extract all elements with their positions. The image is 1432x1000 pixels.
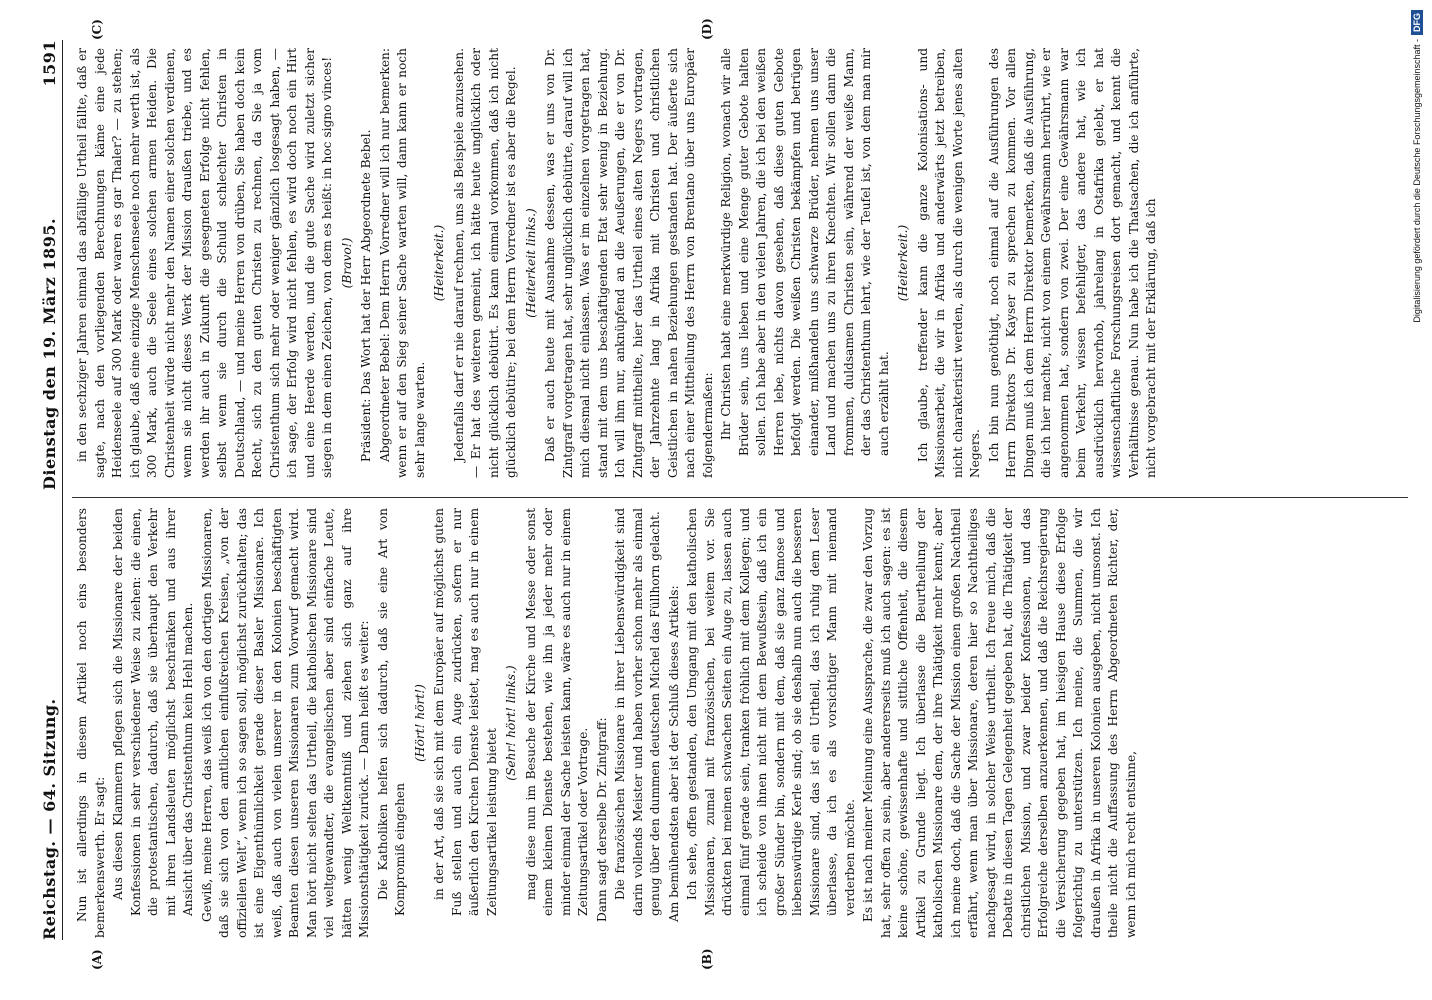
- speaker-paragraph: Abgeordneter Bebel: Dem Herrn Vorredner will ich nur bemerken: wenn er auf den Sieg seiner Sache warten will, dann kann er noch sehr lange warten.: [377, 48, 427, 478]
- margin-marker-d: (D): [700, 18, 714, 40]
- digitization-text: Digitalisierung gefördert durch die Deutsche Forschungsgemeinschaft -: [1412, 39, 1422, 323]
- paragraph: Jedenfalls darf er nie darauf rechnen, uns als Beispiele anzusehen. — Er hat des weiteren gemeint, ich hätte heute unglücklich oder nicht glücklich debütirt. Es kann einmal vorkommen, daß ich nicht glücklich debütire; bei dem Herrn Vorredner ist es aber die Regel.: [451, 48, 518, 478]
- quote-paragraph: mag diese nun im Besuche der Kirche und Messe oder sonst einem kleinen Dienste bestehen, wie ihn ja jeder mehr oder minder einmal der Sache leisten kann, wäre es auch nur in einem Zeitungsartikel oder Vortrage.: [523, 508, 590, 916]
- interjection: (Hört! hört!): [412, 684, 427, 762]
- paragraph: Nun ist allerdings in diesem Artikel noch eins besonders bemerkenswerth. Er sagt:: [75, 508, 107, 938]
- paragraph: Gewiß, meine Herren, das weiß ich von den dortigen Missionaren, daß sie sich von den amtlichen einflußreichen Kreisen, „von der offiziellen Welt“, wenn ich so sagen soll, möglichst zurückhalten; das ist eine Eigenthümlichkeit gerade dieser Basler Missionare. Ich weiß, daß auch von vielen unserer in den Kolonien beschäftigten Beamten diesen unseren Missionaren zum Vorwurf gemacht wird. Man hört nicht selten das Urtheil, die katholischen Missionare sind viel weltgewandter, die evangelischen aber sind einfache Leute, hätten wenig Weltkenntniß und ziehen sich ganz auf ihre Missionsthätigkeit zurück. — Dann heißt es weiter:: [199, 508, 371, 938]
- right-column: [74, 48, 1408, 478]
- left-column: [74, 508, 1408, 938]
- paragraph: Ich bin nun genöthigt, noch einmal auf die Ausführungen des Herrn Direktors Dr. Kayser zu sprechen zu kommen. Vor allen Dingen muß ich dem Herrn Direktor bemerken, daß die Ausführung, die ich hier machte, nicht von einem Gewährsmann herrührt, wie er angenommen hat, sondern von zwei. Der eine Gewährsmann war beim Verkehr, wissen befehligter, das andere hat, wie ich ausdrücklich hervorhob, jahrelang in Ostafrika gelebt, er hat wissenschaftliche Forschungsreisen dort gemacht, und kennt die Verhältnisse genau. Nun habe ich die Thatsachen, die ich anführte, nicht vorgebracht mit der Erklärung, daß ich: [986, 48, 1158, 478]
- page-header: [40, 40, 63, 940]
- digitization-notice: [1408, 10, 1426, 990]
- interjection: (Sehr! hört! links.): [504, 665, 518, 781]
- paragraph: Am bemühendsten aber ist der Schluß dieses Artikels:: [666, 585, 681, 922]
- paragraph: Daß er auch heute mit Ausnahme dessen, was er uns von Dr. Zintgraff vorgetragen hat, sehr unglücklich debütirte, darauf will ich mich diesmal nicht einlassen. Was er im einzelnen vorgetragen hat, stand mit dem uns beschäftigenden Etat sehr wenig in Beziehung. Ich will ihm nur, anknüpfend an die Aeußerungen, die er von Dr. Zintgraff mittheilte, hier das Urtheil eines alten Negers vortragen, der Jahrzehnte lang in Afrika mit Christen und christlichen Geistlichen in nahen Beziehungen gestanden hat. Der äußerte sich nach einer Mittheilung des Herrn von Brentano über uns Europäer folgendermaßen:: [543, 48, 715, 478]
- interjection: (Heiterkeit.): [432, 224, 446, 302]
- interjection: (Bravo!): [339, 237, 354, 289]
- margin-marker-c: (C): [90, 19, 104, 40]
- quote-paragraph: Ich sehe, offen gestanden, den Umgang mit den katholischen Missionaren, zumal mit französischen, bei weitem vor. Sie drückten bei meinen schwachen Seiten ein Auge zu, lassen auch einmal fünf gerade sein, tranken fröhlich mit dem Kollegen; und ich scheide von ihnen nicht mit dem Bewußtsein, daß ich ein großer Sünder bin, sondern mit dem, daß sie ganz famose und liebenswürdige Kerle sind; ob sie deshalb nun auch die besseren Missionare sind, das ist ein Urtheil, das ich ruhig dem Leser überlasse, da ich es als vorsichtiger Mann mit niemand verderben möchte.: [685, 508, 857, 916]
- quote-paragraph: Aus diesen Klammern pflegen sich die Missionare der beiden Konfessionen in sehr verschiedener Weise zu ziehen: die einen, die protestantischen, dadurch, daß sie überhaupt den Verkehr mit ihren Landsleuten möglichst beschränken und aus ihrer Ansicht über das Christenthum kein Hehl machen.: [111, 508, 195, 916]
- dfg-logo: DFG: [1411, 10, 1423, 35]
- page-number: 1591: [40, 40, 59, 87]
- margin-marker-b: (B): [700, 948, 714, 970]
- quote-paragraph: in der Art, daß sie sich mit dem Europäer auf möglichst guten Fuß stellen und auch ein Auge zudrücken, sofern er nur äußerlich den Kirchen Dienste leistet, mag es auch nur in einem Zeitungsartikel leistung bietet: [432, 508, 499, 916]
- paragraph: Ich glaube, treffender kann die ganze Kolonisations- und Missionsarbeit, die wir in Afrika und anderwärts jetzt betreiben, nicht charakterisirt werden, als durch die wenigen Worte jenes alten Negers.: [915, 48, 982, 478]
- interjection: (Heiterkeit links.): [523, 208, 538, 318]
- paragraph: in den sechziger Jahren einmal das abfällige Urtheil fällte, daß er sagte, nach den vorliegenden Berechnungen käme eine jede Heidenseele auf 300 Mark oder waren es gar Thaler? — zu stehen; ich glaube, daß eine einzige Menschenseele noch mehr werth ist, als 300 Mark, auch die Seele eines solchen armen Heiden. Die Christenheit würde nicht mehr den Namen einer solchen verdienen, wenn sie nicht dieses Werk der Mission draußen triebe, und es werden ihr auch in Zukunft die gesegneten Erfolge nicht fehlen, selbst wenn sie durch die Schuld schlechter Christen in Deutschland, — und meine Herren von drüben, Sie haben doch kein Recht, sich zu den guten Christen zu rechnen, da Sie ja vom Christenthum sich mehr oder weniger gänzlich losgesagt haben, — ich sage, der Erfolg wird nicht fehlen, es wird doch noch ein Hirt und eine Heerde werden, und die gute Sache wird zuletzt sicher siegen in dem einen Zeichen, von dem es heißt: in hoc signo vinces!: [75, 48, 334, 478]
- interjection: (Heiterkeit.): [896, 224, 910, 302]
- quote-paragraph: Die französischen Missionare in ihrer Liebenswürdigkeit sind darin vollends Meister und haben vorher schon mehr als einmal genug über den dummen deutschen Michel das Füllhorn gelacht.: [613, 508, 662, 916]
- header-date: Dienstag den 19. März 1895.: [40, 217, 59, 490]
- header-left: Reichstag. — 64. Sitzung.: [40, 698, 59, 940]
- speaker-paragraph: Präsident: Das Wort hat der Herr Abgeordnete Bebel.: [359, 129, 373, 462]
- quote-paragraph: Ihr Christen habt eine merkwürdige Religion, wonach wir alle Brüder sein, uns lieben und eine Menge guter Gebote halten sollen. Ich habe aber in den vielen Jahren, die ich bei den weißen Herren lebe, nichts davon gesehen, daß diese guten Gebote befolgt werden. Die weißen Christen bekämpfen und betrügen einander, mißhandeln uns schwarze Brüder, nehmen uns unser Land und machen uns zu ihren Knechten. Wir sollen dann die frommen, duldsamen Christen sein, während der weiße Mann, der das Christenthum lehrt, wie der Teufel ist, von dem man mir auch erzählt hat.: [719, 48, 891, 456]
- margin-marker-a: (A): [90, 949, 104, 970]
- quote-paragraph: Die Katholiken helfen sich dadurch, daß sie eine Art von Kompromiß eingehen: [375, 508, 407, 916]
- paragraph: Es ist nach meiner Meinung eine Aussprache, die zwar den Vorzug hat, sehr offen zu sein, aber andererseits muß ich auch sagen: es ist keine schöne, gewissenhafte und sittliche Offenheit, die diesem Artikel zu Grunde liegt. Ich überlasse die Beurtheilung der katholischen Missionare dem, der ihre Thätigkeit mehr kennt; aber ich meine doch, daß die Sache der Mission einen großen Nachtheil erfährt, wenn man über Missionare, deren hier so Nachtheiliges nachgesagt wird, in solcher Weise urtheilt. Ich freue mich, daß die Debatte in diesen Tagen Gelegenheit gegeben hat, die Thätigkeit der christlichen Mission, und zwar beider Konfessionen, und das Erfolgreiche derselben anzuerkennen, und daß die Reichsregierung die Versicherung gegeben hat, im hiesigen Hause diese Erfolge folgerichtig zu unterstützen. Ich meine, die Summen, die wir draußen in Afrika in unseren Kolonien ausgeben, nicht umsonst. Ich theile nicht die Auffassung des Herrn Abgeordneten Richter, der, wenn ich mich recht entsinne,: [861, 508, 1138, 938]
- column-divider: [72, 497, 1408, 498]
- digitization-text-wrapper: [1408, 10, 1426, 990]
- paragraph: Dann sagt derselbe Dr. Zintgraff:: [594, 717, 609, 922]
